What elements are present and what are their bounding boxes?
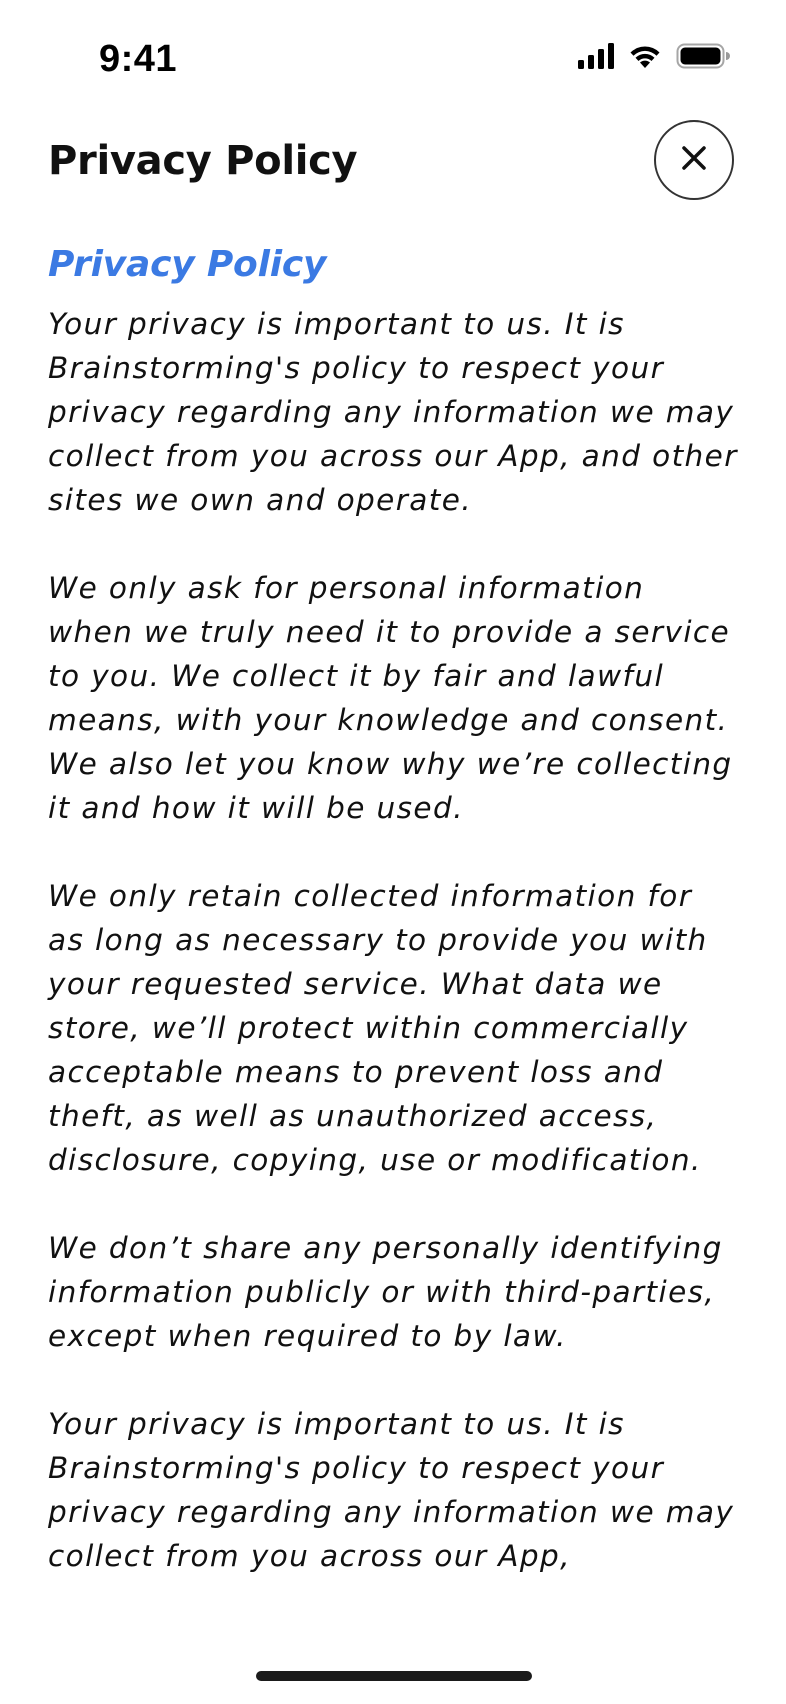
status-time: 9:41	[99, 38, 178, 80]
cellular-signal-icon	[578, 43, 614, 73]
policy-paragraph: We only ask for personal information when we truly need it to provide a service to you. We collect it by fair and lawful means, with your knowledge and consent. We also let you know why we’re collecting it and how it will be used.	[48, 571, 733, 825]
home-indicator[interactable]	[256, 1671, 532, 1681]
page-title: Privacy Policy	[48, 138, 358, 184]
close-button[interactable]	[654, 120, 734, 200]
status-bar	[0, 0, 786, 110]
policy-heading: Privacy Policy	[48, 244, 327, 285]
policy-paragraph: We only retain collected information for as long as necessary to provide you with your requested service. What data we store, we’ll protect within commercially acceptable means to prevent loss and theft, as well as unauthorized access, disclosure, copying, use or modification.	[48, 879, 708, 1177]
close-icon	[680, 144, 708, 176]
status-icons	[578, 44, 730, 72]
modal-header	[0, 110, 786, 220]
policy-paragraph: We don’t share any personally identifying information publicly or with third-parties, except when required to by law.	[48, 1231, 723, 1353]
policy-paragraph: Your privacy is important to us. It is Brainstorming's policy to respect your privacy regarding any information we may collect from you across our App, and other sites we own and operate.	[48, 307, 738, 517]
battery-icon	[676, 43, 730, 73]
policy-content	[48, 240, 738, 1622]
wifi-icon	[628, 43, 662, 73]
policy-paragraph: Your privacy is important to us. It is Brainstorming's policy to respect your privacy regarding any information we may collect from you across our App,	[48, 1407, 735, 1573]
